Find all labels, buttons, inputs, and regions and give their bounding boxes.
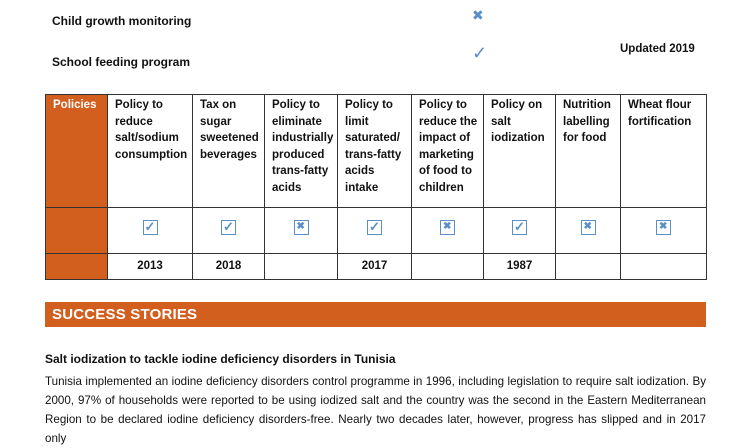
crossed-box-icon: ✖ [656,220,671,235]
policy-header-saturated-fat: Policy to limit saturated/ trans-fatty acids intake [338,95,412,208]
year-cell [621,254,707,280]
story-title: Salt iodization to tackle iodine deficiency disorders in Tunisia [45,352,396,366]
status-cell [621,208,707,254]
year-cell [412,254,484,280]
crossed-box-icon: ✖ [440,220,455,235]
program-label-child-growth: Child growth monitoring [52,14,192,28]
policy-header-nutrition-labelling: Nutrition labelling for food [556,95,621,208]
year-cell: 1987 [484,254,556,280]
policy-header-salt-iodization: Policy on salt iodization [484,95,556,208]
checked-box-icon: ✓ [367,220,382,235]
updated-label: Updated 2019 [620,43,695,55]
cross-icon: ✖ [472,7,484,23]
policy-header-wheat-flour: Wheat flour fortification [621,95,707,208]
status-cell [193,208,265,254]
year-cell: 2017 [338,254,412,280]
policy-table [45,94,707,280]
year-cell [556,254,621,280]
year-cell: 2013 [108,254,193,280]
policies-year-spacer [46,254,108,280]
status-cell [412,208,484,254]
status-cell [108,208,193,254]
story-body: Tunisia implemented an iodine deficiency disorders control programme in 1996, including legislation to require salt iodization. By 2000, 97% of households were reported to be using iodized salt and the country was the second in the Eastern Mediterranean Region to be declared iodine deficiency disorders-free. Nearly two decades later, however, progress has slipped and in 2017 only [45,375,706,445]
status-cell [338,208,412,254]
policies-header: Policies [46,95,108,208]
checked-box-icon: ✓ [512,220,527,235]
checked-box-icon: ✓ [143,220,158,235]
year-cell [265,254,338,280]
success-stories-heading: SUCCESS STORIES [45,302,706,327]
policy-header-industrial-tfa: Policy to eliminate industrially produced trans-fatty acids [265,95,338,208]
status-cell [556,208,621,254]
check-icon: ✓ [472,43,488,63]
policy-header-marketing: Policy to reduce the impact of marketing of food to children [412,95,484,208]
policy-header-salt: Policy to reduce salt/sodium consumption [108,95,193,208]
status-cell [265,208,338,254]
crossed-box-icon: ✖ [294,220,309,235]
status-cell [484,208,556,254]
program-label-school-feeding: School feeding program [52,55,191,69]
year-cell: 2018 [193,254,265,280]
policy-header-sugar-tax: Tax on sugar sweetened beverages [193,95,265,208]
checked-box-icon: ✓ [221,220,236,235]
policies-icon-spacer [46,208,108,254]
crossed-box-icon: ✖ [581,220,596,235]
